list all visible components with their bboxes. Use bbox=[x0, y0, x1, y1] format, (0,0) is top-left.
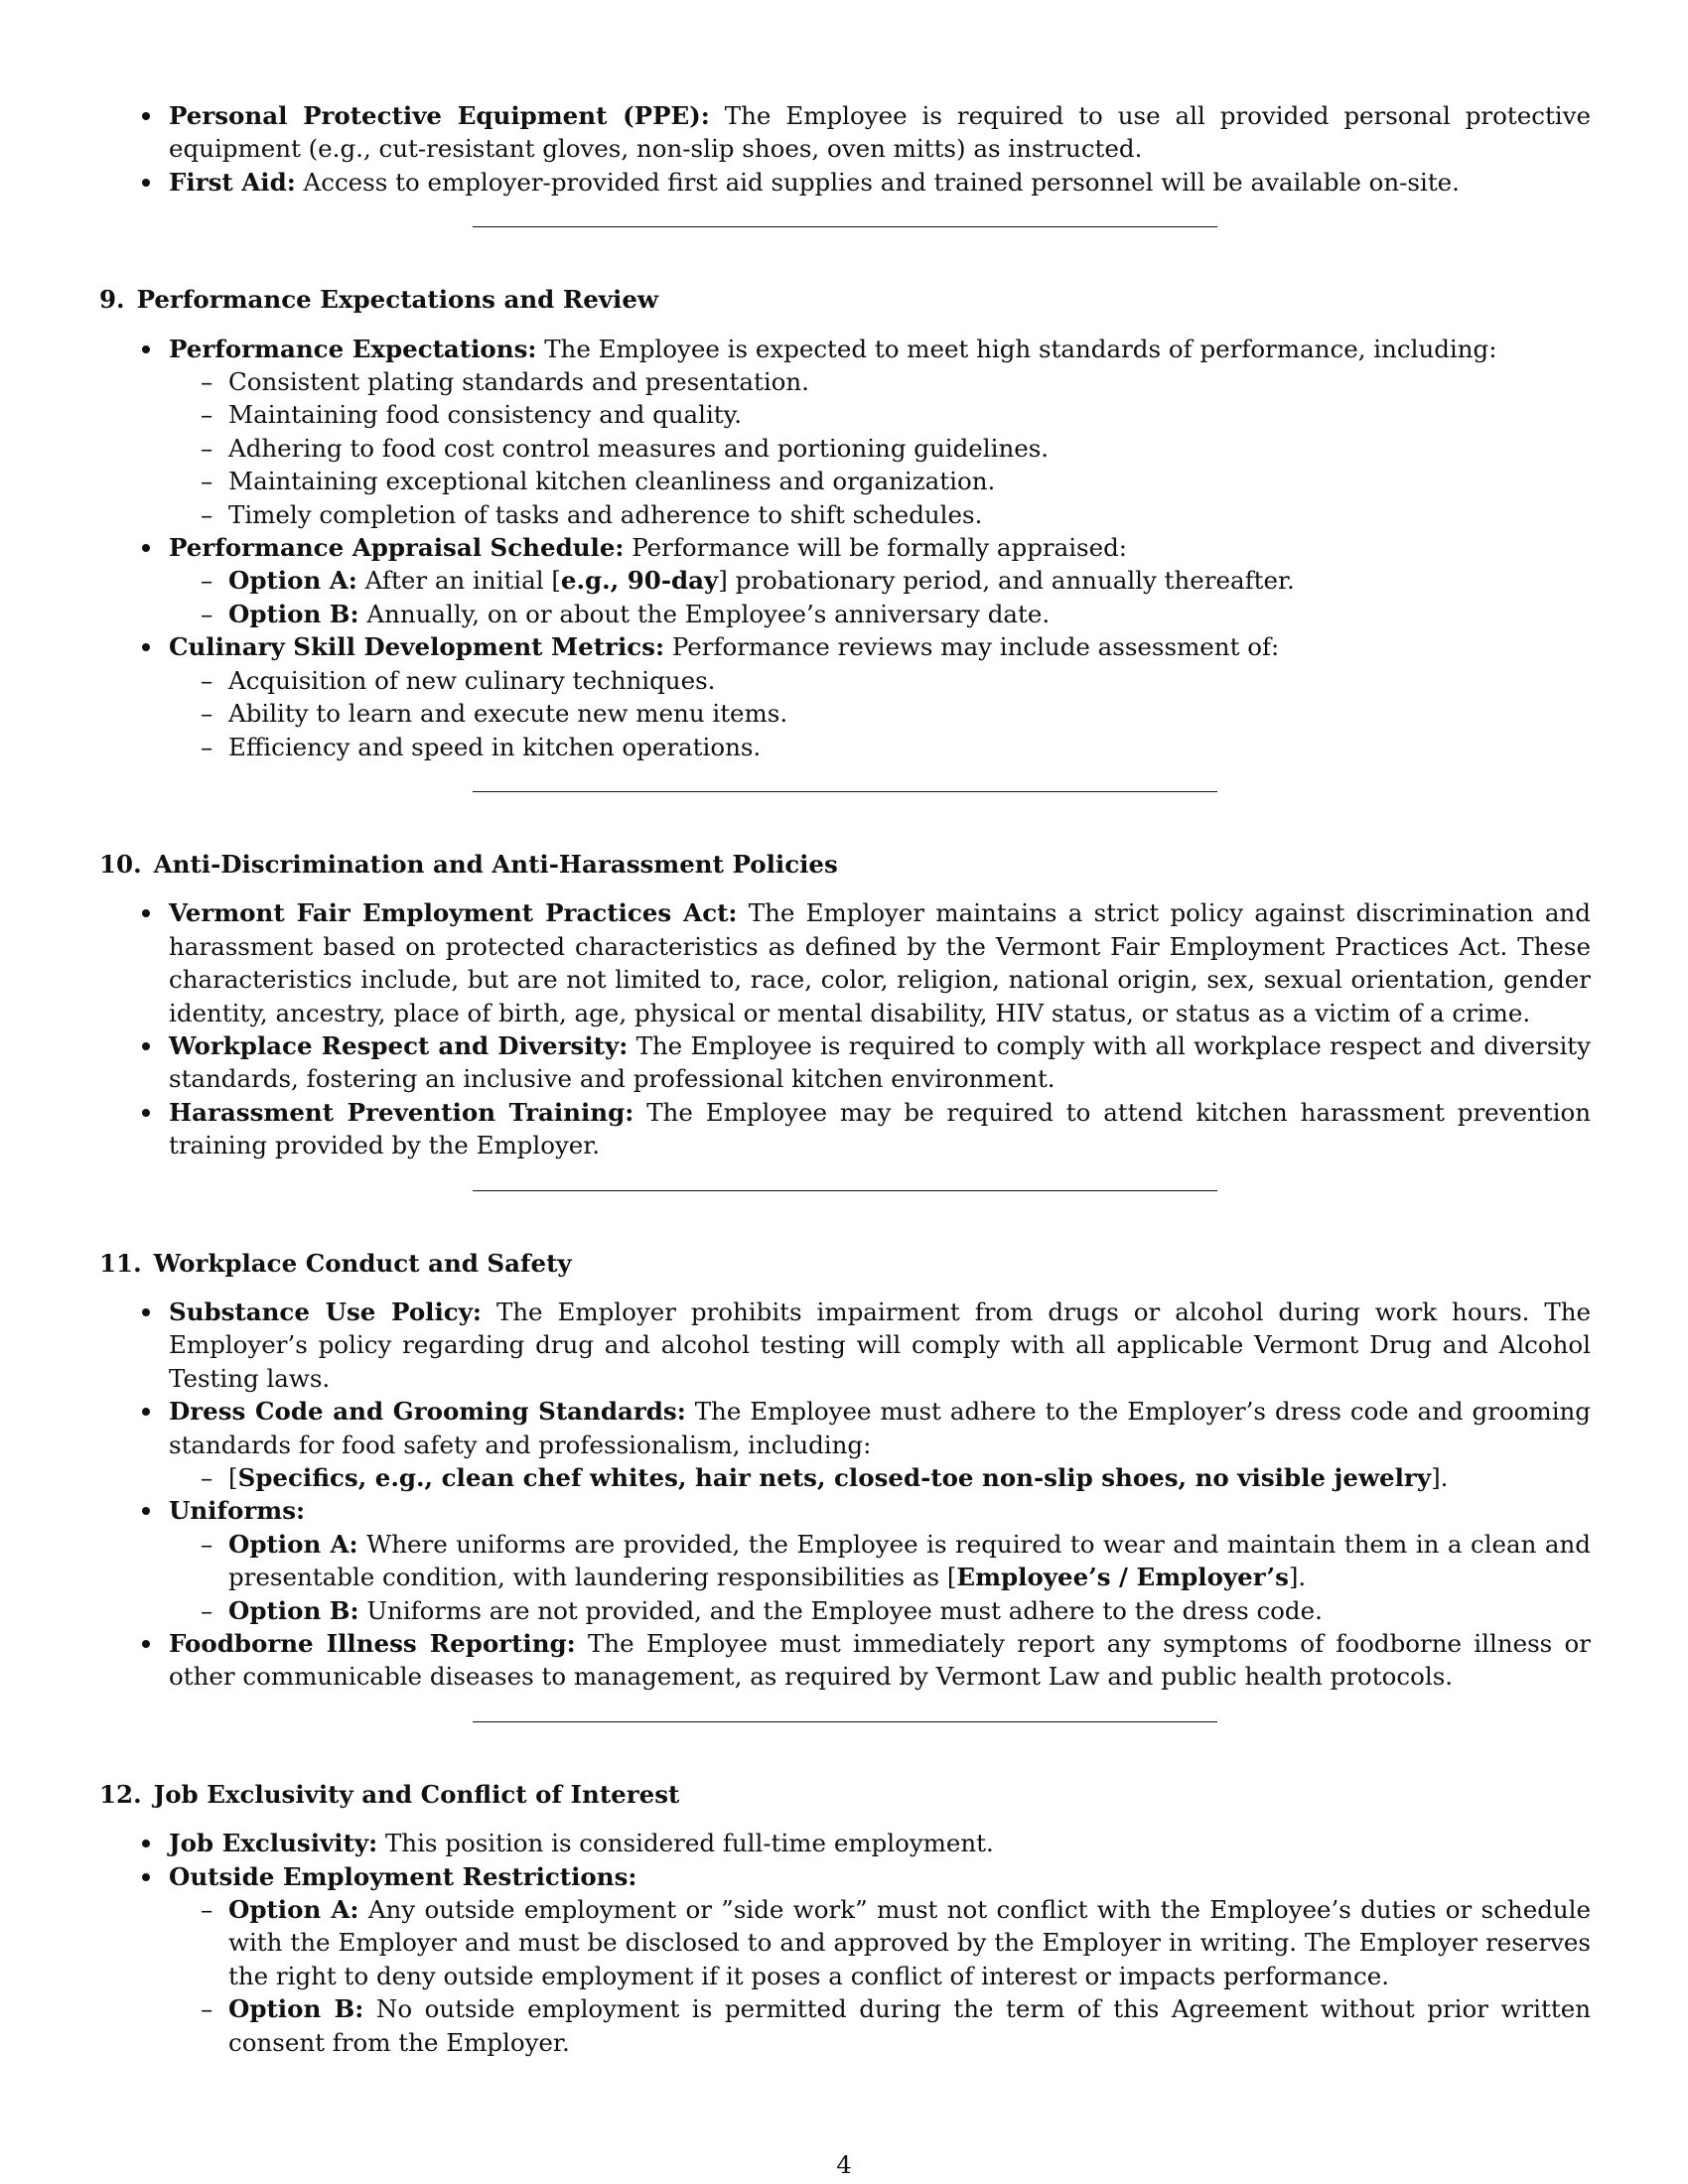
page-number: 4 bbox=[836, 2150, 852, 2179]
sub-list bbox=[169, 664, 1591, 763]
option-a: – Option A: Where uniforms are provided, the Employee is required to wear and maintain them in a clean and presentable condition, with laundering responsibilities as [Employee’s / Employer’s]. bbox=[169, 1528, 1591, 1594]
sub-list-item: – Maintaining exceptional kitchen cleanliness and organization. bbox=[169, 465, 1591, 497]
section-12-list bbox=[99, 1827, 1591, 2059]
section-9-list bbox=[99, 333, 1591, 763]
list-item: Outside Employment Restrictions: – Option A: Any outside employment or ”side work” must not conflict with the Employee’s duties or schedule with the Employer and must be disclosed to and approved by the Employer in writing. The Employer reserves the right to deny outside employment if it poses a conflict of interest or impacts performance. – Option B: No outside employment is permitted during the term of this Agreement without prior written consent from the Employer. bbox=[99, 1860, 1591, 2059]
option-b: – Option B: No outside employment is permitted during the term of this Agreement without prior written consent from the Employer. bbox=[169, 1992, 1591, 2059]
section-11-list bbox=[99, 1296, 1591, 1694]
list-item: First Aid: Access to employer-provided first aid supplies and trained personnel will be available on-site. bbox=[99, 166, 1591, 199]
sub-list-item: – Maintaining food consistency and quality. bbox=[169, 398, 1591, 431]
list-item: Job Exclusivity: This position is considered full-time employment. bbox=[99, 1827, 1591, 1859]
list-item: Culinary Skill Development Metrics: Performance reviews may include assessment of: – Acquisition of new culinary techniques. – Ability to learn and execute new menu items. – Efficiency and speed in kitchen operations. bbox=[99, 630, 1591, 763]
list-item: Performance Expectations: The Employee is expected to meet high standards of performance, including: – Consistent plating standards and presentation. – Maintaining food consistency and quality. – Adhering to food cost control measures and portioning guidelines. – Maintaining exceptional kitchen cleanliness and organization. – Timely completion of tasks and adherence to shift schedules. bbox=[99, 333, 1591, 531]
list-item: Dress Code and Grooming Standards: The Employee must adhere to the Employer’s dress code and grooming standards for food safety and professionalism, including: – [Specifics, e.g., clean chef whites, hair nets, closed-toe non-slip shoes, no visible jewelry]. bbox=[99, 1395, 1591, 1494]
sub-list-item: – Ability to learn and execute new menu items. bbox=[169, 697, 1591, 730]
list-item: Workplace Respect and Diversity: The Employee is required to comply with all workplace respect and diversity standards, fostering an inclusive and professional kitchen environment. bbox=[99, 1029, 1591, 1096]
sub-list bbox=[169, 1461, 1591, 1494]
safety-list bbox=[99, 99, 1591, 199]
sub-list bbox=[169, 1893, 1591, 2059]
sub-list-item: – Efficiency and speed in kitchen operations. bbox=[169, 731, 1591, 763]
option-b: – Option B: Annually, on or about the Employee’s anniversary date. bbox=[169, 598, 1591, 630]
section-heading: 11. Workplace Conduct and Safety bbox=[99, 1248, 572, 1278]
sub-list-item: – [Specifics, e.g., clean chef whites, hair nets, closed-toe non-slip shoes, no visible jewelry]. bbox=[169, 1461, 1591, 1494]
section-heading: 9. Performance Expectations and Review bbox=[99, 285, 659, 315]
list-item: Personal Protective Equipment (PPE): The Employee is required to use all provided personal protective equipment (e.g., cut-resistant gloves, non-slip shoes, oven mitts) as instructed. bbox=[99, 99, 1591, 166]
section-heading: 10. Anti-Discrimination and Anti-Harassment Policies bbox=[99, 849, 838, 879]
section-divider bbox=[473, 791, 1217, 792]
sub-list bbox=[169, 564, 1591, 630]
section-divider bbox=[473, 226, 1217, 227]
list-item: Performance Appraisal Schedule: Performance will be formally appraised: – Option A: After an initial [e.g., 90-day] probationary period, and annually thereafter. – Option B: Annually, on or about the Employee’s anniversary date. bbox=[99, 531, 1591, 630]
list-item: Vermont Fair Employment Practices Act: The Employer maintains a strict policy against discrimination and harassment based on protected characteristics as defined by the Vermont Fair Employment Practices Act. These characteristics include, but are not limited to, race, color, religion, national origin, sex, sexual orientation, gender identity, ancestry, place of birth, age, physical or mental disability, HIV status, or status as a victim of a crime. bbox=[99, 896, 1591, 1029]
sub-list-item: – Consistent plating standards and presentation. bbox=[169, 365, 1591, 398]
sub-list-item: – Acquisition of new culinary techniques. bbox=[169, 664, 1591, 697]
option-b: – Option B: Uniforms are not provided, and the Employee must adhere to the dress code. bbox=[169, 1594, 1591, 1627]
list-item: Substance Use Policy: The Employer prohibits impairment from drugs or alcohol during work hours. The Employer’s policy regarding drug and alcohol testing will comply with all applicable Vermont Drug and Alcohol Testing laws. bbox=[99, 1296, 1591, 1395]
section-heading: 12. Job Exclusivity and Conflict of Interest bbox=[99, 1779, 680, 1809]
section-divider bbox=[473, 1190, 1217, 1191]
list-item: Uniforms: – Option A: Where uniforms are provided, the Employee is required to wear and maintain them in a clean and presentable condition, with laundering responsibilities as [Employee’s / Employer’s]. – Option B: Uniforms are not provided, and the Employee must adhere to the dress code. bbox=[99, 1494, 1591, 1627]
sub-list-item: – Timely completion of tasks and adherence to shift schedules. bbox=[169, 498, 1591, 531]
section-10-list bbox=[99, 896, 1591, 1161]
document-page bbox=[99, 99, 1591, 2059]
option-a: – Option A: After an initial [e.g., 90-day] probationary period, and annually thereafter. bbox=[169, 564, 1591, 597]
option-a: – Option A: Any outside employment or ”side work” must not conflict with the Employee’s duties or schedule with the Employer and must be disclosed to and approved by the Employer in writing. The Employer reserves the right to deny outside employment if it poses a conflict of interest or impacts performance. bbox=[169, 1893, 1591, 1992]
sub-list bbox=[169, 365, 1591, 531]
list-item: Harassment Prevention Training: The Employee may be required to attend kitchen harassment prevention training provided by the Employer. bbox=[99, 1096, 1591, 1162]
sub-list bbox=[169, 1528, 1591, 1627]
list-item: Foodborne Illness Reporting: The Employee must immediately report any symptoms of foodborne illness or other communicable diseases to management, as required by Vermont Law and public health protocols. bbox=[99, 1627, 1591, 1694]
sub-list-item: – Adhering to food cost control measures and portioning guidelines. bbox=[169, 432, 1591, 465]
section-divider bbox=[473, 1721, 1217, 1722]
